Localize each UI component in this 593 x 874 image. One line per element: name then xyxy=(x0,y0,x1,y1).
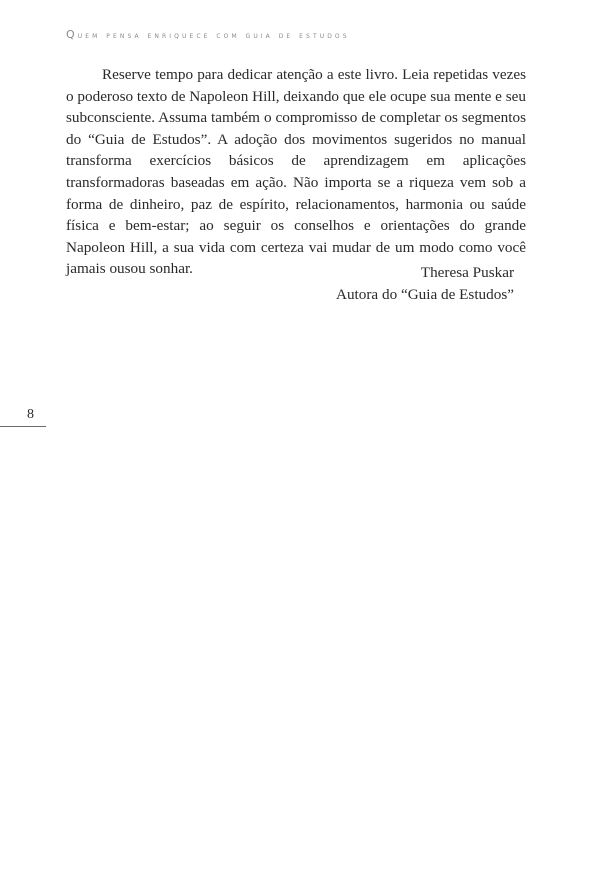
page-number: 8 xyxy=(27,407,34,422)
signature-name: Theresa Puskar xyxy=(420,264,514,281)
signature-block xyxy=(336,262,514,305)
running-header-text: uem pensa enriquece com guia de estudos xyxy=(77,31,350,41)
signature-role: Autora do “Guia de Estudos” xyxy=(336,285,514,303)
body-paragraph: Reserve tempo para dedicar atenção a este livro. Leia repetidas vezes o poderoso texto de Napoleon Hill, deixando que ele ocupe sua mente e seu subconsciente. Assuma também o compromisso de completar os segmentos do “Guia de Estudos”. A adoção dos movimentos sugeridos no manual transforma exercícios básicos de aprendizagem em aplicações transformadoras baseadas em ação. Não importa se a riqueza vem sob a forma de dinheiro, paz de espírito, relacionamentos, harmonia ou saúde física e bem-estar; ao seguir os conselhos e orientações do grande Napoleon Hill, a sua vida com certeza vai mudar de um modo como você jamais ousou sonhar. xyxy=(66,66,526,278)
page-number-rule xyxy=(0,426,46,427)
running-header xyxy=(66,28,350,41)
running-header-initial: Q xyxy=(66,28,78,41)
